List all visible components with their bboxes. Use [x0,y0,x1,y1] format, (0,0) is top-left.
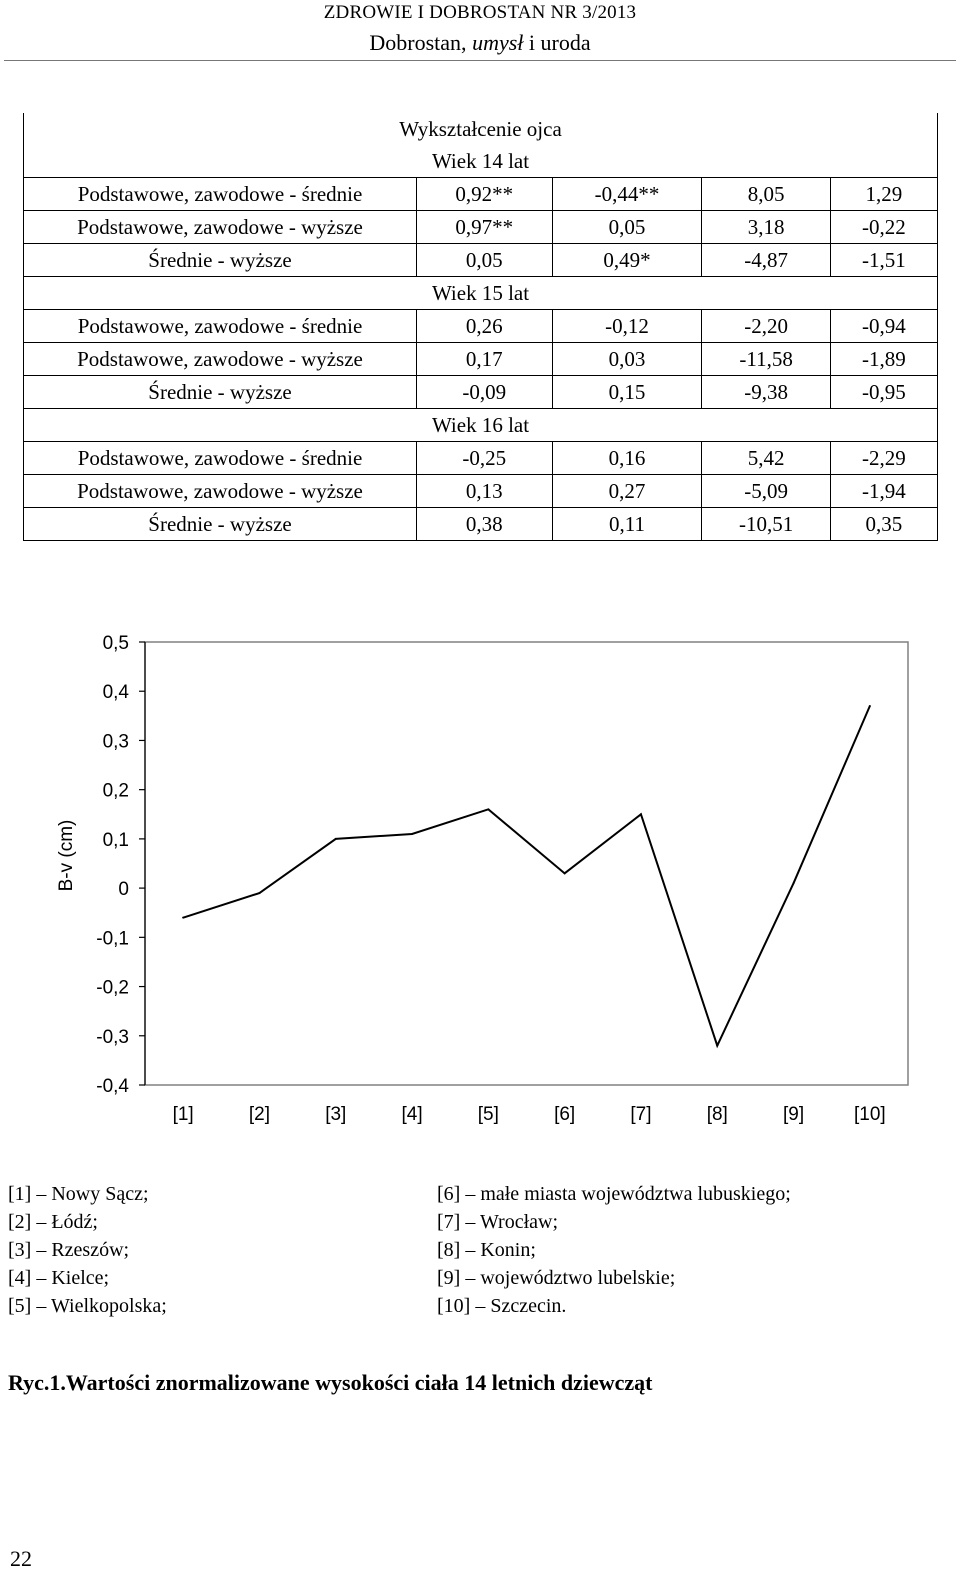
page-number: 22 [10,1546,32,1571]
y-tick-label: 0,4 [102,682,129,704]
x-tick-label: [8] [706,1104,728,1125]
table-cell: 0,15 [552,376,702,409]
table-row-label: Podstawowe, zawodowe - wyższe [24,475,417,508]
y-tick-label: -0,1 [96,928,129,950]
table-cell: -5,09 [702,475,830,508]
table-row-label: Średnie - wyższe [24,508,417,541]
table-cell: -2,20 [702,310,830,343]
data-point [335,838,337,840]
x-tick-label: [5] [477,1104,499,1125]
section-title-italic: umysł [472,30,524,55]
y-tick-label: 0,2 [102,780,129,802]
data-point [182,917,184,919]
y-tick-label: 0,1 [102,829,129,851]
data-point [640,813,642,815]
legend-item: [2] – Łódź; [8,1211,98,1233]
table-cell: 3,18 [702,211,830,244]
table-cell: -0,44** [552,178,702,211]
table-row [24,343,938,376]
section-title-suffix: i uroda [523,30,591,55]
table-title-row [24,113,938,145]
table-cell: 0,17 [417,343,553,376]
legend-item: [9] – województwo lubelskie; [437,1267,676,1289]
table-cell: 0,05 [417,244,553,277]
table-cell: -0,12 [552,310,702,343]
y-axis-title: B-v (cm) [56,819,77,892]
table-cell: 0,38 [417,508,553,541]
table-group-row [24,409,938,442]
table-cell: -1,89 [830,343,937,376]
legend-item: [8] – Konin; [437,1239,536,1261]
data-point [869,705,871,707]
legend-right [437,1180,791,1320]
table-cell: 0,13 [417,475,553,508]
legend-item: [10] – Szczecin. [437,1295,567,1317]
table-row [24,376,938,409]
table-cell: -10,51 [702,508,830,541]
table-cell: 0,49* [552,244,702,277]
table-cell: 1,29 [830,178,937,211]
data-point [258,892,260,894]
table-row [24,508,938,541]
section-title [0,30,960,56]
y-tick-label: -0,4 [96,1076,129,1097]
x-tick-label: [3] [325,1104,347,1125]
table-group-label: Wiek 14 lat [24,145,938,178]
table-cell: -0,95 [830,376,937,409]
table-row-label: Podstawowe, zawodowe - średnie [24,442,417,475]
table-cell: 0,97** [417,211,553,244]
table-cell: 5,42 [702,442,830,475]
table-group-label: Wiek 15 lat [24,277,938,310]
table-cell: 0,27 [552,475,702,508]
table-group-row [24,145,938,178]
table-cell: -9,38 [702,376,830,409]
table-row [24,178,938,211]
data-point [487,808,489,810]
y-tick-label: 0 [118,879,129,901]
table-cell: -1,94 [830,475,937,508]
table-row-label: Średnie - wyższe [24,244,417,277]
table-cell: -0,09 [417,376,553,409]
table-group-label: Wiek 16 lat [24,409,938,442]
table-row [24,244,938,277]
table-row [24,211,938,244]
table-row-label: Podstawowe, zawodowe - średnie [24,178,417,211]
table-cell: 0,05 [552,211,702,244]
y-tick-label: 0,3 [102,731,129,753]
table-row-label: Podstawowe, zawodowe - wyższe [24,211,417,244]
legend-item: [7] – Wrocław; [437,1211,559,1233]
table-row [24,475,938,508]
table-row-label: Średnie - wyższe [24,376,417,409]
page-header [0,0,960,56]
table-cell: 0,35 [830,508,937,541]
table-cell: -4,87 [702,244,830,277]
table-cell: -0,25 [417,442,553,475]
table-cell: 0,92** [417,178,553,211]
table-cell: -0,94 [830,310,937,343]
x-tick-label: [10] [853,1104,886,1125]
x-tick-label: [9] [782,1104,805,1125]
data-point [716,1045,718,1047]
data-point [564,872,566,874]
table-cell: -0,22 [830,211,937,244]
table-cell: -2,29 [830,442,937,475]
x-tick-label: [2] [248,1104,271,1125]
legend-item: [3] – Rzeszów; [8,1239,130,1261]
table-row [24,442,938,475]
legend-left [8,1180,167,1320]
table-cell: 8,05 [702,178,830,211]
table-group-row [24,277,938,310]
line-chart [0,610,960,1150]
y-tick-label: -0,3 [96,1026,129,1048]
statistics-table [23,113,938,541]
table-title: Wykształcenie ojca [24,113,938,145]
x-tick-label: [7] [630,1104,652,1125]
x-tick-label: [4] [401,1104,423,1125]
legend-item: [5] – Wielkopolska; [8,1295,167,1317]
legend-item: [4] – Kielce; [8,1267,110,1289]
header-rule [4,60,956,61]
table-cell: 0,16 [552,442,702,475]
data-point [793,882,795,884]
table-row [24,310,938,343]
table-cell: -11,58 [702,343,830,376]
figure-caption: Ryc.1.Wartości znormalizowane wysokości ciała 14 letnich dziewcząt [8,1370,653,1395]
table-cell: 0,11 [552,508,702,541]
table-cell: 0,03 [552,343,702,376]
legend-item: [6] – małe miasta województwa lubuskiego; [437,1183,791,1205]
y-tick-label: -0,2 [96,977,129,999]
x-tick-label: [1] [172,1104,194,1125]
table-row-label: Podstawowe, zawodowe - wyższe [24,343,417,376]
table-row-label: Podstawowe, zawodowe - średnie [24,310,417,343]
x-tick-label: [6] [554,1104,576,1125]
table-cell: 0,26 [417,310,553,343]
data-point [411,833,413,835]
journal-title: ZDROWIE I DOBROSTAN NR 3/2013 [323,2,637,23]
legend-item: [1] – Nowy Sącz; [8,1183,149,1205]
series-line [183,706,870,1046]
y-tick-label: 0,5 [102,633,129,654]
plot-area [145,642,908,1085]
table-cell: -1,51 [830,244,937,277]
section-title-prefix: Dobrostan, [369,30,473,55]
